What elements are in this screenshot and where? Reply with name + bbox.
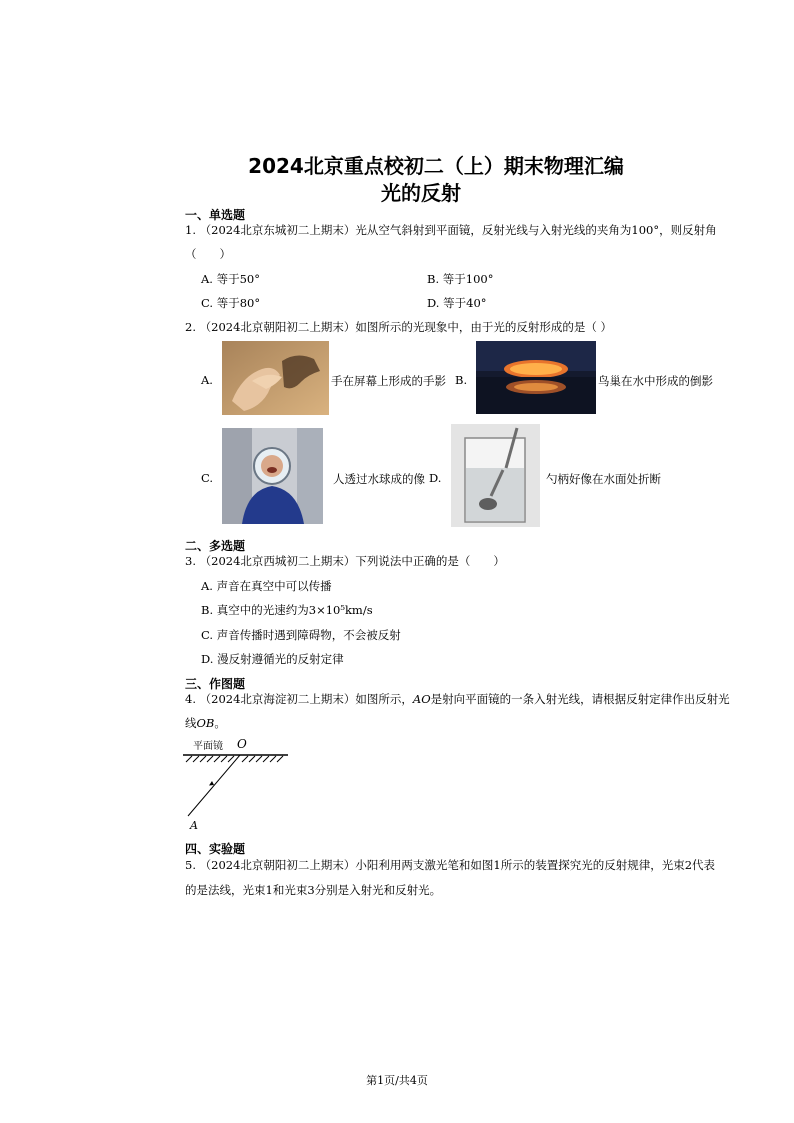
question-1-option-c: C. 等于80° [201,296,261,310]
question-4-line2-b: 。 [214,716,226,730]
question-3-text: 3. （2024北京西城初二上期末）下列说法中正确的是（ ） [185,554,505,568]
question-3-option-a: A. 声音在真空中可以传播 [201,579,332,593]
question-2-label-c: C. [201,471,214,485]
question-2-caption-b: 鸟巢在水中形成的倒影 [598,374,713,388]
question-4-line2-a: 线 [185,716,197,730]
astronaut-water-ball-image [222,428,323,524]
question-1-option-d: D. 等于40° [427,296,487,310]
hand-shadow-image [222,341,329,415]
question-1-text: 1. （2024北京东城初二上期末）光从空气斜射到平面镜，反射光线与入射光线的夹角为100°，则反射角 [185,223,717,237]
question-2-label-a: A. [201,373,213,387]
birds-nest-reflection-image [476,341,596,414]
point-a-label: A [190,819,198,832]
spoon-in-water-image [451,424,540,527]
question-2-text: 2. （2024北京朝阳初二上期末）如图所示的光现象中，由于光的反射形成的是（ ） [185,320,613,334]
question-2-label-d: D. [429,471,442,485]
section-heading-experiment: 四、实验题 [185,842,246,856]
incident-ray-ao [188,755,240,816]
section-heading-multiple-choice: 二、多选题 [185,539,246,553]
question-4-ao: AO [412,692,431,706]
section-heading-drawing: 三、作图题 [185,677,246,691]
question-4-text-line2 [185,715,226,731]
question-1-option-b: B. 等于100° [427,272,494,286]
question-3-option-c: C. 声音传播时遇到障碍物，不会被反射 [201,628,401,642]
question-2-caption-a: 手在屏幕上形成的手影 [331,374,446,388]
question-3-option-d: D. 漫反射遵循光的反射定律 [201,652,344,666]
question-5-line1: 5. （2024北京朝阳初二上期末）小阳利用两支激光笔和如图1所示的装置探究光的反射规律，光束2代表 [185,858,716,872]
page-subtitle: 光的反射 [381,181,461,205]
question-4-ob: OB [196,716,215,730]
question-4-text-b: 是射向平面镜的一条入射光线，请根据反射定律作出反射光 [430,692,730,706]
question-2-caption-c: 人透过水球成的像 [333,472,425,486]
section-heading-single-choice: 一、单选题 [185,208,246,222]
ray-arrow-icon [209,781,214,786]
question-1-option-a: A. 等于50° [201,272,260,286]
mirror-diagram [180,735,295,835]
mirror-label: 平面镜 [193,741,223,752]
page-footer: 第1页/共4页 [366,1074,428,1087]
question-3-option-b: B. 真空中的光速约为3×10⁵km/s [201,603,373,617]
page-title: 2024北京重点校初二（上）期末物理汇编 [248,154,624,178]
question-2-label-b: B. [455,373,468,387]
question-4-text [185,691,730,707]
question-2-caption-d: 勺柄好像在水面处折断 [546,472,661,486]
question-4-text-a: 4. （2024北京海淀初二上期末）如图所示， [185,692,413,706]
point-o-label: O [237,737,247,751]
question-1-paren: （ ） [185,247,231,261]
question-5-line2: 的是法线，光束1和光束3分别是入射光和反射光。 [185,883,442,897]
